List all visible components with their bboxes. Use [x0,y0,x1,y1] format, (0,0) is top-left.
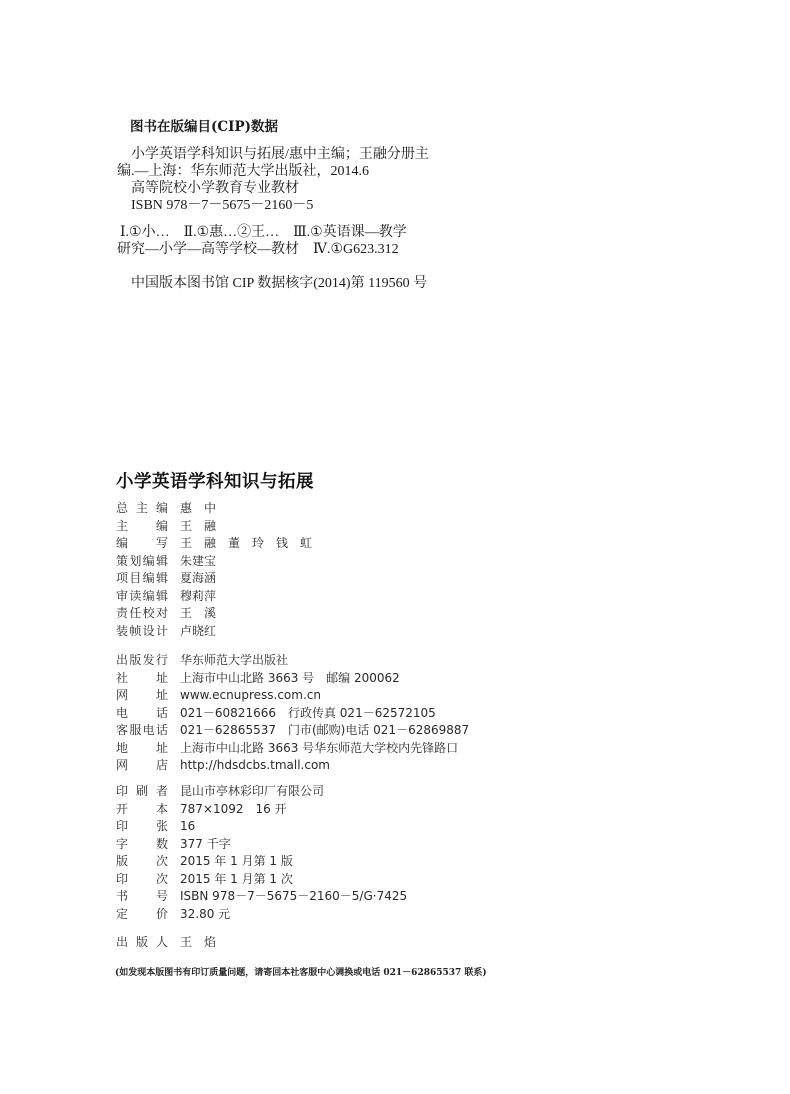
publisher-value: 上海市中山北路 3663 号 邮编 200062 [180,670,400,685]
credit-value: 穆莉萍 [180,588,217,603]
publisher-label: 电话 [116,705,168,720]
cip-heading: 图书在版编目(CIP)数据 [130,119,278,135]
publisher-row-distribution [116,652,288,669]
cip-line-publisher: 编.—上海：华东师范大学出版社，2014.6 [117,164,369,179]
credit-value: 王 融 [180,518,217,533]
credit-value: 朱建宝 [180,553,217,568]
credit-label: 装帧设计 [116,623,168,638]
publisher-label: 社址 [116,670,168,685]
credit-value: 王 溪 [180,606,217,620]
publisher-value: 021－62865537 门市(邮购)电话 021－62869887 [180,723,470,737]
publisher-person-label: 出版人 [116,935,168,949]
print-label: 字数 [116,836,168,851]
print-row-impression [116,871,293,888]
publisher-label: 地址 [116,740,168,755]
print-label: 印张 [116,819,168,833]
publisher-value: 上海市中山北路 3663 号华东师范大学校内先锋路口 [180,740,459,755]
print-value: 787×1092 16 开 [180,801,287,816]
publisher-row-phone [116,705,436,722]
print-value: 2015 年 1 月第 1 次 [180,871,293,886]
credit-label: 审读编辑 [116,588,168,603]
print-row-isbn [116,888,407,905]
cip-line-index-1: Ⅰ.①小… Ⅱ.①惠…②王… Ⅲ.①英语课—教学 [120,225,407,240]
credit-label: 主编 [116,518,168,533]
credit-row-project-editor [116,570,216,587]
print-row-printer [116,783,324,800]
credit-row-planning-editor [116,553,216,570]
print-label: 印刷者 [116,784,168,798]
publisher-value: 021－60821666 行政传真 021－62572105 [180,705,436,720]
print-label: 版次 [116,854,168,868]
credit-row-editor [116,518,216,535]
print-label: 定价 [116,906,168,921]
credit-value: 惠 中 [180,501,217,515]
credit-row-review-editor [116,588,216,605]
book-title: 小学英语学科知识与拓展 [116,472,314,492]
credit-value: 王 融 董 玲 钱 虹 [180,536,313,550]
cip-line-record-number: 中国版本图书馆 CIP 数据核字(2014)第 119560 号 [131,276,428,291]
cip-line-isbn: ISBN 978－7－5675－2160－5 [131,198,314,213]
print-value: 16 [180,819,196,833]
credit-row-chief-editor [116,500,216,517]
publisher-website-link[interactable]: www.ecnupress.com.cn [180,688,321,702]
credit-label: 责任校对 [116,606,168,620]
print-value: 2015 年 1 月第 1 版 [180,854,293,868]
print-value: 32.80 元 [180,906,231,921]
publisher-row-address [116,670,400,687]
print-label: 印次 [116,871,168,886]
publisher-row-location [116,740,458,757]
credit-label: 策划编辑 [116,553,168,568]
credit-label: 项目编辑 [116,571,168,585]
publisher-person-row [116,934,216,951]
publisher-label: 网店 [116,758,168,772]
print-row-format [116,801,287,818]
print-label: 开本 [116,801,168,816]
credit-row-writers [116,535,312,552]
credit-label: 编写 [116,536,168,550]
publisher-store-link[interactable]: http://hdsdcbs.tmall.com [180,758,330,772]
cip-line-title: 小学英语学科知识与拓展/惠中主编；王融分册主 [131,147,429,162]
print-value: ISBN 978－7－5675－2160－5/G·7425 [180,889,408,903]
print-row-word-count [116,836,231,853]
print-value: 377 千字 [180,836,231,851]
credit-value: 卢晓红 [180,623,217,638]
quality-notice: (如发现本版图书有印订质量问题，请寄回本社客服中心调换或电话 021－62865537 联系) [115,968,487,978]
print-label: 书号 [116,889,168,903]
print-row-price [116,906,230,923]
cip-line-series: 高等院校小学教育专业教材 [131,181,299,196]
publisher-row-online-store [116,757,330,774]
publisher-row-service-phone [116,722,469,739]
credit-value: 夏海涵 [180,571,217,585]
credit-row-designer [116,623,216,640]
publisher-label: 出版发行 [116,653,168,667]
print-row-edition [116,853,293,870]
publisher-value: 华东师范大学出版社 [180,653,289,667]
cip-line-index-2: 研究—小学—高等学校—教材 Ⅳ.①G623.312 [117,242,399,257]
print-row-sheets [116,818,195,835]
publisher-person-value: 王 焰 [180,935,217,949]
publisher-label: 网址 [116,688,168,702]
credit-label: 总主编 [116,501,168,515]
print-value: 昆山市亭林彩印厂有限公司 [180,784,325,798]
publisher-label: 客服电话 [116,723,168,737]
publisher-row-website [116,687,321,704]
credit-row-proofreader [116,605,216,622]
